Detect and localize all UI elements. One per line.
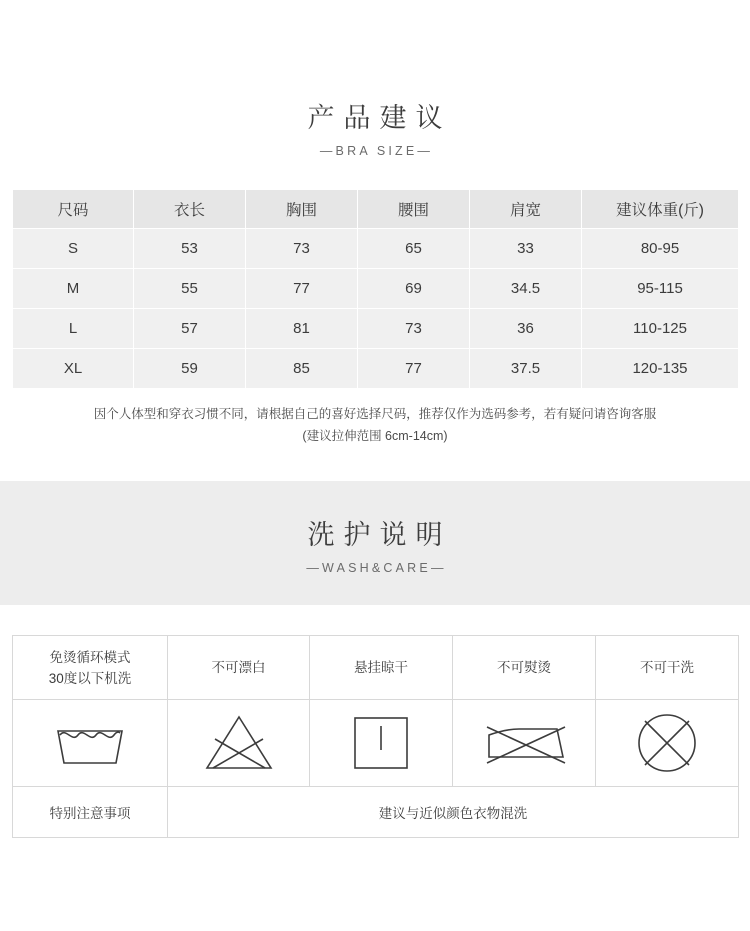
wash-care-subtitle: —WASH&CARE— [306, 561, 447, 575]
care-notes-value: 建议与近似颜色衣物混洗 [168, 787, 739, 838]
product-advice-title: 产品建议 [307, 103, 452, 133]
cell-weight: 95-115 [582, 269, 739, 309]
column-header-shoulder: 肩宽 [470, 190, 582, 229]
cell-weight: 120-135 [582, 349, 739, 389]
cell-bust: 73 [246, 229, 358, 269]
cell-size: XL [13, 349, 134, 389]
no-bleach-triangle-icon [169, 701, 308, 785]
cell-bust: 77 [246, 269, 358, 309]
cell-shoulder: 36 [470, 309, 582, 349]
cell-length: 57 [134, 309, 246, 349]
cell-bust: 85 [246, 349, 358, 389]
cell-weight: 110-125 [582, 309, 739, 349]
hang-dry-square-icon [311, 701, 451, 785]
cell-waist: 69 [358, 269, 470, 309]
cell-size: M [13, 269, 134, 309]
size-note [0, 403, 750, 447]
cell-waist: 73 [358, 309, 470, 349]
product-advice-subtitle: —BRA SIZE— [319, 144, 434, 158]
cell-size: S [13, 229, 134, 269]
column-header-weight: 建议体重(斤) [582, 190, 739, 229]
care-label-machine-wash-line-1: 免烫循环模式 [49, 649, 131, 665]
size-note-line-2: (建议拉伸范围 6cm-14cm) [302, 429, 448, 443]
cell-length: 59 [134, 349, 246, 389]
care-label-machine-wash-line-2: 30度以下机洗 [48, 670, 132, 686]
table-row [13, 349, 739, 389]
care-icon-row [13, 700, 739, 787]
care-label-no-iron: 不可熨烫 [453, 636, 596, 700]
cell-waist: 77 [358, 349, 470, 389]
care-icon-cell-machine-wash [13, 700, 168, 787]
care-table [12, 635, 739, 838]
wash-care-header [0, 481, 750, 605]
cell-length: 53 [134, 229, 246, 269]
wash-tub-icon [14, 701, 166, 785]
care-label-no-dryclean: 不可干洗 [596, 636, 739, 700]
care-notes-label: 特别注意事项 [13, 787, 168, 838]
cell-size: L [13, 309, 134, 349]
no-dryclean-circle-icon [597, 701, 737, 785]
cell-shoulder: 34.5 [470, 269, 582, 309]
cell-shoulder: 37.5 [470, 349, 582, 389]
size-table [12, 189, 739, 389]
care-notes-row [13, 787, 739, 838]
column-header-length: 衣长 [134, 190, 246, 229]
column-header-bust: 胸围 [246, 190, 358, 229]
column-header-waist: 腰围 [358, 190, 470, 229]
cell-waist: 65 [358, 229, 470, 269]
table-row [13, 309, 739, 349]
cell-length: 55 [134, 269, 246, 309]
wash-care-title: 洗护说明 [307, 520, 452, 550]
cell-weight: 80-95 [582, 229, 739, 269]
product-advice-header [0, 0, 750, 158]
care-label-machine-wash [13, 636, 168, 700]
care-icon-cell-hang-dry [310, 700, 453, 787]
table-row [13, 269, 739, 309]
cell-bust: 81 [246, 309, 358, 349]
care-icon-cell-no-dryclean [596, 700, 739, 787]
care-label-no-bleach: 不可漂白 [168, 636, 310, 700]
table-header-row [13, 190, 739, 229]
column-header-size: 尺码 [13, 190, 134, 229]
care-icon-cell-no-bleach [168, 700, 310, 787]
care-label-row [13, 636, 739, 700]
no-iron-icon [454, 701, 594, 785]
care-icon-cell-no-iron [453, 700, 596, 787]
care-label-hang-dry: 悬挂晾干 [310, 636, 453, 700]
table-row [13, 229, 739, 269]
size-note-line-1: 因个人体型和穿衣习惯不同，请根据自己的喜好选择尺码，推荐仅作为选码参考，若有疑问请咨询客服 [93, 407, 657, 421]
cell-shoulder: 33 [470, 229, 582, 269]
